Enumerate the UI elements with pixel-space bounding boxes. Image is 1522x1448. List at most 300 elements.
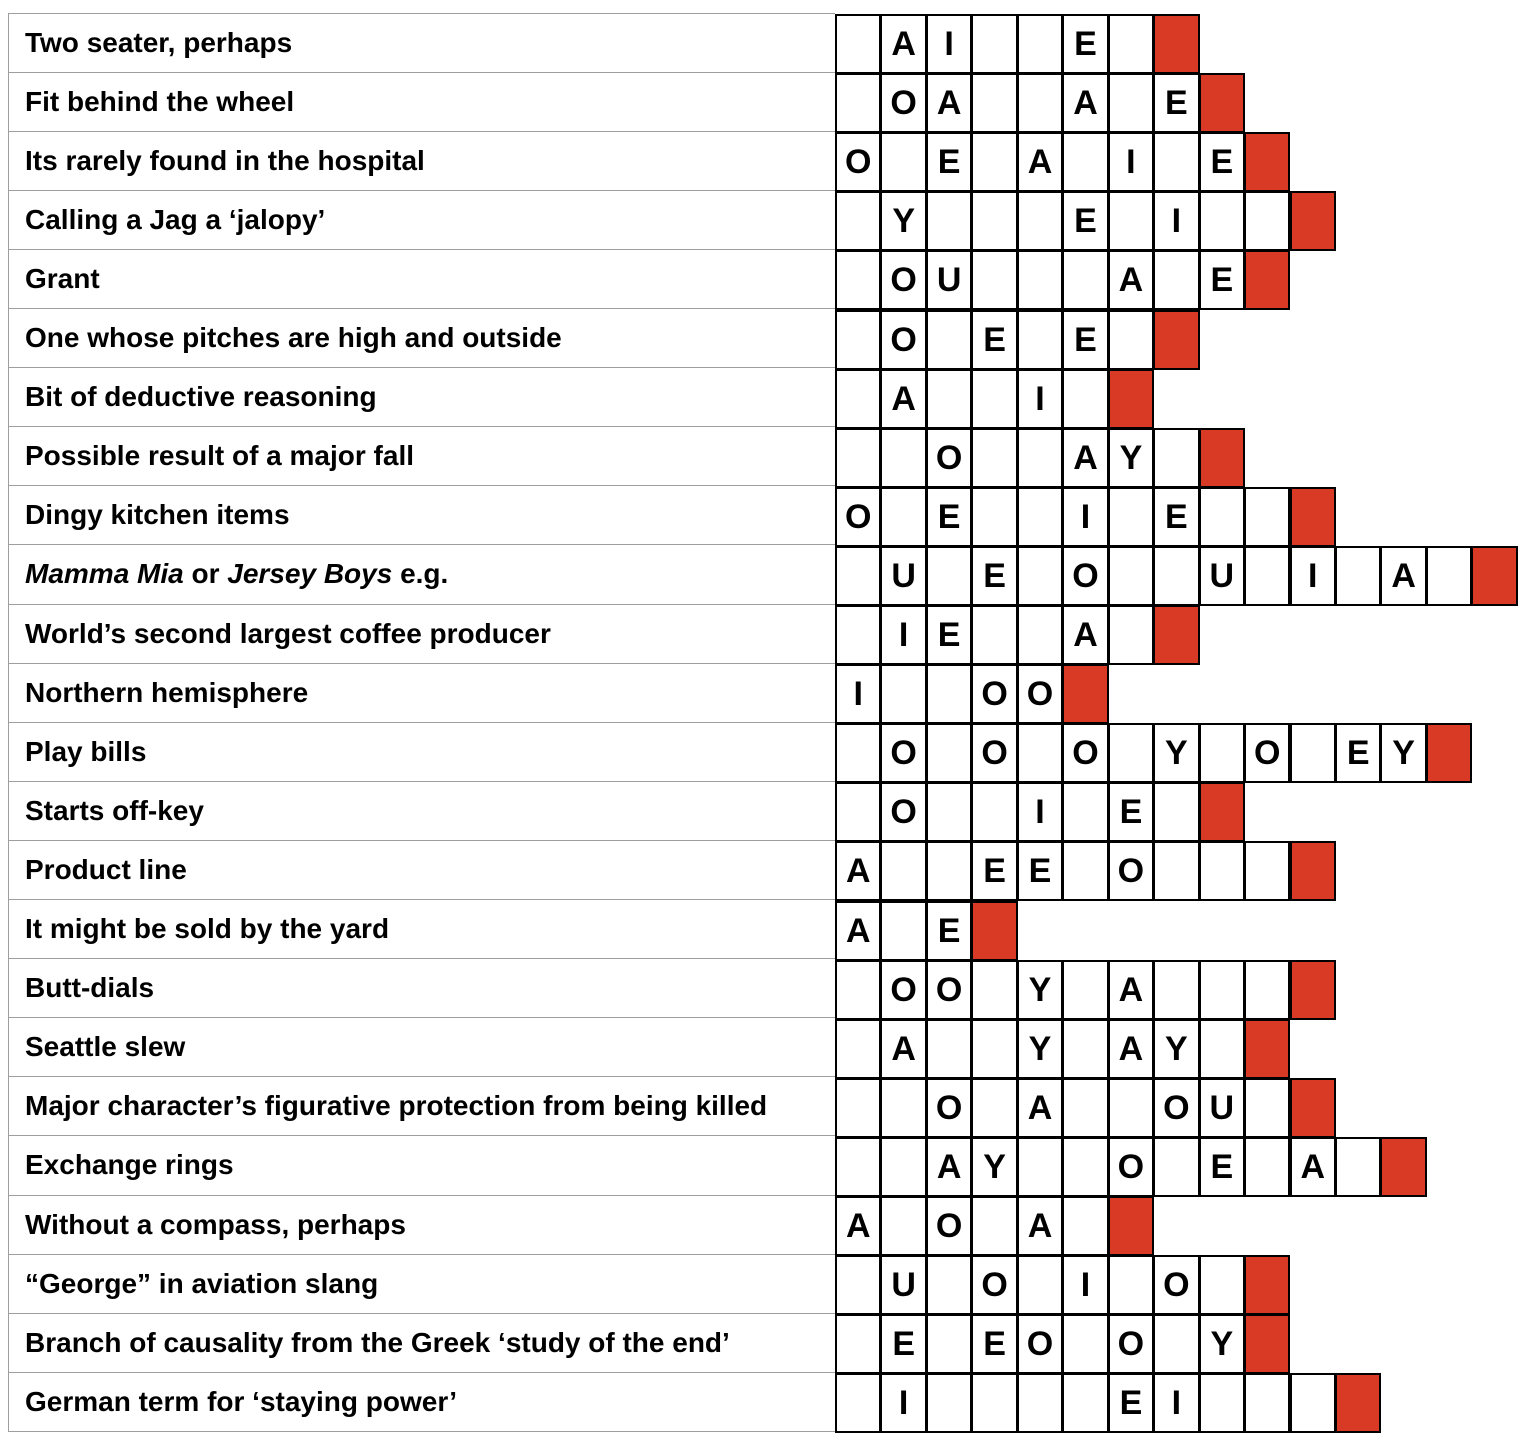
letter-cell[interactable]: O (880, 250, 926, 310)
letter-cell[interactable]: I (1108, 132, 1154, 192)
letter-cell[interactable]: E (1199, 250, 1245, 310)
letter-cell[interactable] (1153, 841, 1199, 901)
row-separator (8, 958, 835, 959)
letter-cell[interactable] (1244, 841, 1290, 901)
letter-cell[interactable] (1244, 191, 1290, 251)
clue-segment: World’s second largest coffee producer (25, 617, 551, 649)
puzzle-row (8, 368, 1518, 427)
letter-cell[interactable] (1153, 1137, 1199, 1197)
puzzle-row (8, 1372, 1518, 1431)
letter-cell[interactable] (1199, 1373, 1245, 1433)
letter-cell[interactable]: E (1153, 73, 1199, 133)
letter-cell[interactable]: O (1244, 723, 1290, 783)
clue-text (25, 440, 414, 472)
letter-cell[interactable] (1153, 782, 1199, 842)
letter-cell[interactable] (835, 428, 881, 488)
letter-cell[interactable] (880, 664, 926, 724)
row-separator (8, 190, 835, 191)
letter-cell[interactable]: I (835, 664, 881, 724)
letter-cell[interactable]: A (926, 73, 972, 133)
puzzle-row (8, 663, 1518, 722)
letter-cell[interactable]: O (926, 428, 972, 488)
letter-cell[interactable] (880, 1078, 926, 1138)
letter-cell[interactable] (835, 1314, 881, 1374)
clue-text (25, 86, 294, 118)
letter-cell[interactable] (1062, 1137, 1108, 1197)
letter-cell[interactable] (1244, 960, 1290, 1020)
letter-cell[interactable] (926, 546, 972, 606)
clue-segment: German term for ‘staying power’ (25, 1385, 458, 1417)
clue-segment: Northern hemisphere (25, 676, 309, 708)
red-highlight-cell[interactable] (1244, 1314, 1290, 1374)
letter-cell[interactable] (1108, 546, 1154, 606)
row-separator (8, 485, 835, 486)
letter-cell[interactable] (1153, 132, 1199, 192)
letter-cell[interactable]: O (1062, 546, 1108, 606)
letter-cell[interactable] (971, 1196, 1017, 1256)
red-highlight-cell[interactable] (1153, 14, 1199, 74)
letter-cell[interactable] (835, 1373, 881, 1433)
row-separator (8, 249, 835, 250)
puzzle-row (8, 1018, 1518, 1077)
clue-segment: Bit of deductive reasoning (25, 381, 377, 413)
letter-cell[interactable]: O (880, 960, 926, 1020)
letter-cell[interactable] (971, 191, 1017, 251)
red-highlight-cell[interactable] (1153, 310, 1199, 370)
letter-cell[interactable] (835, 191, 881, 251)
letter-cell[interactable]: O (1108, 1137, 1154, 1197)
clue-segment: Without a compass, perhaps (25, 1208, 406, 1240)
letter-cell[interactable]: A (835, 901, 881, 961)
letter-cell[interactable] (1108, 1255, 1154, 1315)
clue-text (25, 854, 187, 886)
letter-cell[interactable]: O (1108, 841, 1154, 901)
clue-text (25, 1090, 767, 1122)
clue-segment: e.g. (392, 558, 449, 590)
letter-cell[interactable] (1062, 960, 1108, 1020)
letter-cell[interactable] (1244, 1373, 1290, 1433)
letter-cell[interactable] (835, 1255, 881, 1315)
letter-cell[interactable]: A (1062, 73, 1108, 133)
letter-cell[interactable]: A (1108, 1019, 1154, 1079)
letter-cell[interactable] (1153, 250, 1199, 310)
red-highlight-cell[interactable] (1108, 1196, 1154, 1256)
letter-cell[interactable]: E (1062, 14, 1108, 74)
letter-cell[interactable]: O (971, 723, 1017, 783)
letter-cell[interactable] (1062, 1019, 1108, 1079)
letter-cell[interactable]: E (1108, 1373, 1154, 1433)
row-separator (8, 367, 835, 368)
letter-cell[interactable]: E (926, 605, 972, 665)
letter-cell[interactable] (1108, 487, 1154, 547)
letter-cell[interactable] (1153, 546, 1199, 606)
clue-text (25, 1386, 457, 1418)
letter-cell[interactable] (1017, 1373, 1063, 1433)
letter-cell[interactable]: E (1062, 310, 1108, 370)
letter-cell[interactable] (971, 428, 1017, 488)
letter-cell[interactable]: A (1017, 1078, 1063, 1138)
row-separator (8, 72, 835, 73)
clue-text (25, 1031, 185, 1063)
letter-cell[interactable]: Y (1199, 1314, 1245, 1374)
letter-cell[interactable]: E (1335, 723, 1381, 783)
letter-cell[interactable] (1062, 1078, 1108, 1138)
letter-cell[interactable] (1244, 487, 1290, 547)
letter-cell[interactable] (1108, 723, 1154, 783)
clue-text (25, 145, 425, 177)
clue-segment: Jersey Boys (227, 558, 393, 590)
letter-cell[interactable] (1153, 1314, 1199, 1374)
puzzle-row (8, 309, 1518, 368)
red-highlight-cell[interactable] (1153, 605, 1199, 665)
letter-cell[interactable]: O (880, 310, 926, 370)
letter-cell[interactable] (1062, 369, 1108, 429)
letter-cell[interactable]: O (926, 1196, 972, 1256)
letter-cell[interactable] (1244, 546, 1290, 606)
red-highlight-cell[interactable] (1471, 546, 1517, 606)
letter-cell[interactable] (926, 369, 972, 429)
letter-cell[interactable]: U (880, 1255, 926, 1315)
letter-cell[interactable] (880, 1137, 926, 1197)
letter-cell[interactable] (1062, 782, 1108, 842)
letter-cell[interactable] (1199, 960, 1245, 1020)
letter-cell[interactable] (1062, 1196, 1108, 1256)
letter-cell[interactable]: A (1108, 960, 1154, 1020)
red-highlight-cell[interactable] (1380, 1137, 1426, 1197)
letter-cell[interactable]: A (880, 14, 926, 74)
clue-text (25, 1209, 406, 1241)
clue-segment: Play bills (25, 735, 147, 767)
letter-cell[interactable] (880, 132, 926, 192)
puzzle-row (8, 604, 1518, 663)
letter-cell[interactable] (1108, 191, 1154, 251)
letter-cell[interactable]: E (1199, 132, 1245, 192)
clue-segment: Starts off-key (25, 794, 204, 826)
letter-cell[interactable]: O (971, 664, 1017, 724)
letter-cell[interactable] (835, 723, 881, 783)
letter-cell[interactable] (835, 605, 881, 665)
letter-cell[interactable]: Y (971, 1137, 1017, 1197)
letter-cell[interactable] (1108, 605, 1154, 665)
clue-text (25, 27, 292, 59)
row-separator (8, 13, 835, 14)
red-highlight-cell[interactable] (1290, 191, 1336, 251)
letter-cell[interactable] (926, 1373, 972, 1433)
letter-cell[interactable]: E (926, 132, 972, 192)
letter-cell[interactable] (971, 1019, 1017, 1079)
letter-cell[interactable]: A (835, 1196, 881, 1256)
letter-cell[interactable]: U (1199, 1078, 1245, 1138)
red-highlight-cell[interactable] (971, 901, 1017, 961)
letter-cell[interactable]: U (926, 250, 972, 310)
letter-cell[interactable] (971, 73, 1017, 133)
letter-cell[interactable]: I (1153, 191, 1199, 251)
letter-cell[interactable] (1199, 1255, 1245, 1315)
red-highlight-cell[interactable] (1199, 428, 1245, 488)
letter-cell[interactable] (1335, 1137, 1381, 1197)
clue-segment: Its rarely found in the hospital (25, 144, 425, 176)
row-separator (8, 544, 835, 545)
letter-cell[interactable]: A (1108, 250, 1154, 310)
letter-cell[interactable] (1062, 1373, 1108, 1433)
letter-cell[interactable] (1426, 546, 1472, 606)
letter-cell[interactable]: E (971, 841, 1017, 901)
red-highlight-cell[interactable] (1426, 723, 1472, 783)
letter-cell[interactable] (926, 723, 972, 783)
row-separator (8, 1135, 835, 1136)
letter-cell[interactable]: A (1017, 132, 1063, 192)
puzzle-row (8, 545, 1518, 604)
letter-cell[interactable] (926, 191, 972, 251)
letter-cell[interactable] (926, 782, 972, 842)
letter-cell[interactable] (1017, 250, 1063, 310)
letter-cell[interactable] (1153, 428, 1199, 488)
letter-cell[interactable]: E (1017, 841, 1063, 901)
letter-cell[interactable]: Y (1380, 723, 1426, 783)
letter-cell[interactable]: E (926, 901, 972, 961)
letter-cell[interactable] (971, 782, 1017, 842)
letter-cell[interactable] (971, 960, 1017, 1020)
letter-cell[interactable] (971, 250, 1017, 310)
letter-cell[interactable] (835, 369, 881, 429)
puzzle-row (8, 427, 1518, 486)
letter-cell[interactable] (971, 1078, 1017, 1138)
letter-cell[interactable] (1062, 1314, 1108, 1374)
letter-cell[interactable] (880, 841, 926, 901)
puzzle-row (8, 722, 1518, 781)
letter-cell[interactable] (1017, 14, 1063, 74)
letter-cell[interactable] (880, 1196, 926, 1256)
row-separator (8, 426, 835, 427)
letter-cell[interactable] (1199, 723, 1245, 783)
letter-cell[interactable]: E (1108, 782, 1154, 842)
clue-segment: “George” in aviation slang (25, 1267, 379, 1299)
letter-cell[interactable]: O (835, 487, 881, 547)
letter-cell[interactable] (1335, 546, 1381, 606)
letter-cell[interactable] (880, 487, 926, 547)
letter-cell[interactable] (1244, 1078, 1290, 1138)
letter-cell[interactable] (1017, 487, 1063, 547)
letter-cell[interactable]: I (880, 605, 926, 665)
letter-cell[interactable]: I (1017, 369, 1063, 429)
puzzle-row (8, 13, 1518, 72)
letter-cell[interactable]: I (926, 14, 972, 74)
letter-cell[interactable] (1108, 14, 1154, 74)
red-highlight-cell[interactable] (1244, 1019, 1290, 1079)
clue-text (25, 322, 562, 354)
red-highlight-cell[interactable] (1290, 960, 1336, 1020)
letter-cell[interactable] (1062, 841, 1108, 901)
letter-cell[interactable]: E (971, 1314, 1017, 1374)
red-highlight-cell[interactable] (1244, 250, 1290, 310)
letter-cell[interactable] (971, 605, 1017, 665)
letter-cell[interactable]: Y (1017, 1019, 1063, 1079)
letter-cell[interactable]: A (835, 841, 881, 901)
letter-cell[interactable] (1290, 723, 1336, 783)
letter-cell[interactable]: O (926, 960, 972, 1020)
letter-cell[interactable]: O (926, 1078, 972, 1138)
letter-cell[interactable] (971, 132, 1017, 192)
letter-cell[interactable]: Y (880, 191, 926, 251)
letter-cell[interactable]: O (880, 73, 926, 133)
letter-cell[interactable] (1017, 310, 1063, 370)
letter-cell[interactable]: I (880, 1373, 926, 1433)
letter-cell[interactable] (835, 310, 881, 370)
puzzle-row (8, 1077, 1518, 1136)
letter-cell[interactable]: U (1199, 546, 1245, 606)
letter-cell[interactable] (926, 664, 972, 724)
letter-cell[interactable]: A (880, 1019, 926, 1079)
letter-cell[interactable] (1199, 841, 1245, 901)
row-separator (8, 663, 835, 664)
clue-segment: One whose pitches are high and outside (25, 322, 562, 354)
letter-cell[interactable]: Y (1017, 960, 1063, 1020)
letter-cell[interactable] (1017, 73, 1063, 133)
letter-cell[interactable] (1108, 1078, 1154, 1138)
puzzle-row (8, 781, 1518, 840)
puzzle-row (8, 1136, 1518, 1195)
letter-cell[interactable]: E (971, 546, 1017, 606)
clue-segment: Calling a Jag a ‘jalopy’ (25, 203, 326, 235)
letter-cell[interactable]: A (880, 369, 926, 429)
letter-cell[interactable]: E (1199, 1137, 1245, 1197)
letter-cell[interactable]: I (1062, 1255, 1108, 1315)
letter-cell[interactable] (971, 1373, 1017, 1433)
letter-cell[interactable] (1199, 487, 1245, 547)
red-highlight-cell[interactable] (1335, 1373, 1381, 1433)
letter-cell[interactable] (1108, 310, 1154, 370)
clue-segment: Seattle slew (25, 1031, 186, 1063)
letter-cell[interactable]: A (1017, 1196, 1063, 1256)
letter-cell[interactable]: A (1062, 605, 1108, 665)
letter-cell[interactable] (835, 546, 881, 606)
clue-segment: Possible result of a major fall (25, 440, 415, 472)
letter-cell[interactable]: E (880, 1314, 926, 1374)
letter-cell[interactable] (880, 428, 926, 488)
letter-cell[interactable]: O (1108, 1314, 1154, 1374)
letter-cell[interactable] (1153, 960, 1199, 1020)
letter-cell[interactable] (880, 901, 926, 961)
letter-cell[interactable] (1199, 191, 1245, 251)
row-separator (8, 1017, 835, 1018)
letter-cell[interactable] (1017, 428, 1063, 488)
letter-cell[interactable] (835, 1137, 881, 1197)
letter-cell[interactable]: E (1062, 191, 1108, 251)
letter-cell[interactable]: I (1062, 487, 1108, 547)
letter-cell[interactable] (1290, 1373, 1336, 1433)
clue-text (25, 1268, 378, 1300)
letter-cell[interactable] (1244, 1137, 1290, 1197)
clue-segment: Mamma Mia (25, 558, 184, 590)
row-separator (8, 781, 835, 782)
letter-cell[interactable] (971, 487, 1017, 547)
red-highlight-cell[interactable] (1199, 782, 1245, 842)
letter-cell[interactable]: A (1062, 428, 1108, 488)
row-separator (8, 131, 835, 132)
letter-cell[interactable] (835, 14, 881, 74)
letter-cell[interactable]: Y (1153, 723, 1199, 783)
letter-cell[interactable]: U (880, 546, 926, 606)
red-highlight-cell[interactable] (1062, 664, 1108, 724)
letter-cell[interactable]: A (926, 1137, 972, 1197)
puzzle-row (8, 840, 1518, 899)
red-highlight-cell[interactable] (1290, 1078, 1336, 1138)
clue-segment: Fit behind the wheel (25, 85, 295, 117)
puzzle-row (8, 959, 1518, 1018)
letter-cell[interactable] (971, 14, 1017, 74)
letter-cell[interactable] (926, 1314, 972, 1374)
clue-segment: Product line (25, 853, 187, 885)
letter-cell[interactable]: I (1290, 546, 1336, 606)
letter-cell[interactable] (1017, 605, 1063, 665)
clue-segment: Dingy kitchen items (25, 499, 290, 531)
letter-cell[interactable]: Y (1108, 428, 1154, 488)
letter-cell[interactable]: O (1017, 1314, 1063, 1374)
letter-cell[interactable] (926, 1019, 972, 1079)
letter-cell[interactable] (926, 1255, 972, 1315)
clue-text (25, 381, 377, 413)
letter-cell[interactable] (835, 782, 881, 842)
row-separator (8, 899, 835, 900)
clue-text (25, 558, 448, 590)
letter-cell[interactable] (926, 310, 972, 370)
red-highlight-cell[interactable] (1244, 132, 1290, 192)
red-highlight-cell[interactable] (1244, 1255, 1290, 1315)
letter-cell[interactable]: E (971, 310, 1017, 370)
letter-cell[interactable]: A (1380, 546, 1426, 606)
letter-cell[interactable]: O (880, 723, 926, 783)
letter-cell[interactable] (835, 1078, 881, 1138)
letter-cell[interactable]: O (1017, 664, 1063, 724)
red-highlight-cell[interactable] (1290, 841, 1336, 901)
letter-cell[interactable]: O (880, 782, 926, 842)
puzzle-row (8, 72, 1518, 131)
letter-cell[interactable] (1062, 250, 1108, 310)
row-separator (8, 1313, 835, 1314)
red-highlight-cell[interactable] (1290, 487, 1336, 547)
letter-cell[interactable]: A (1290, 1137, 1336, 1197)
letter-cell[interactable]: O (835, 132, 881, 192)
letter-cell[interactable] (835, 1019, 881, 1079)
letter-cell[interactable]: O (1062, 723, 1108, 783)
letter-cell[interactable]: Y (1153, 1019, 1199, 1079)
letter-cell[interactable]: O (1153, 1078, 1199, 1138)
letter-cell[interactable] (1017, 191, 1063, 251)
letter-cell[interactable]: E (926, 487, 972, 547)
letter-cell[interactable] (1017, 546, 1063, 606)
letter-cell[interactable]: I (1153, 1373, 1199, 1433)
letter-cell[interactable] (835, 73, 881, 133)
letter-cell[interactable] (1017, 1137, 1063, 1197)
row-separator (8, 308, 835, 309)
letter-cell[interactable] (1017, 1255, 1063, 1315)
letter-cell[interactable] (1199, 1019, 1245, 1079)
letter-cell[interactable]: O (1153, 1255, 1199, 1315)
letter-cell[interactable] (926, 841, 972, 901)
letter-cell[interactable] (971, 369, 1017, 429)
letter-cell[interactable] (835, 960, 881, 1020)
letter-cell[interactable]: E (1153, 487, 1199, 547)
letter-cell[interactable] (835, 250, 881, 310)
row-separator (8, 1372, 835, 1373)
letter-cell[interactable] (1062, 132, 1108, 192)
letter-cell[interactable] (1108, 73, 1154, 133)
letter-cell[interactable]: O (971, 1255, 1017, 1315)
letter-cell[interactable]: I (1017, 782, 1063, 842)
letter-cell[interactable] (1017, 723, 1063, 783)
red-highlight-cell[interactable] (1108, 369, 1154, 429)
red-highlight-cell[interactable] (1199, 73, 1245, 133)
